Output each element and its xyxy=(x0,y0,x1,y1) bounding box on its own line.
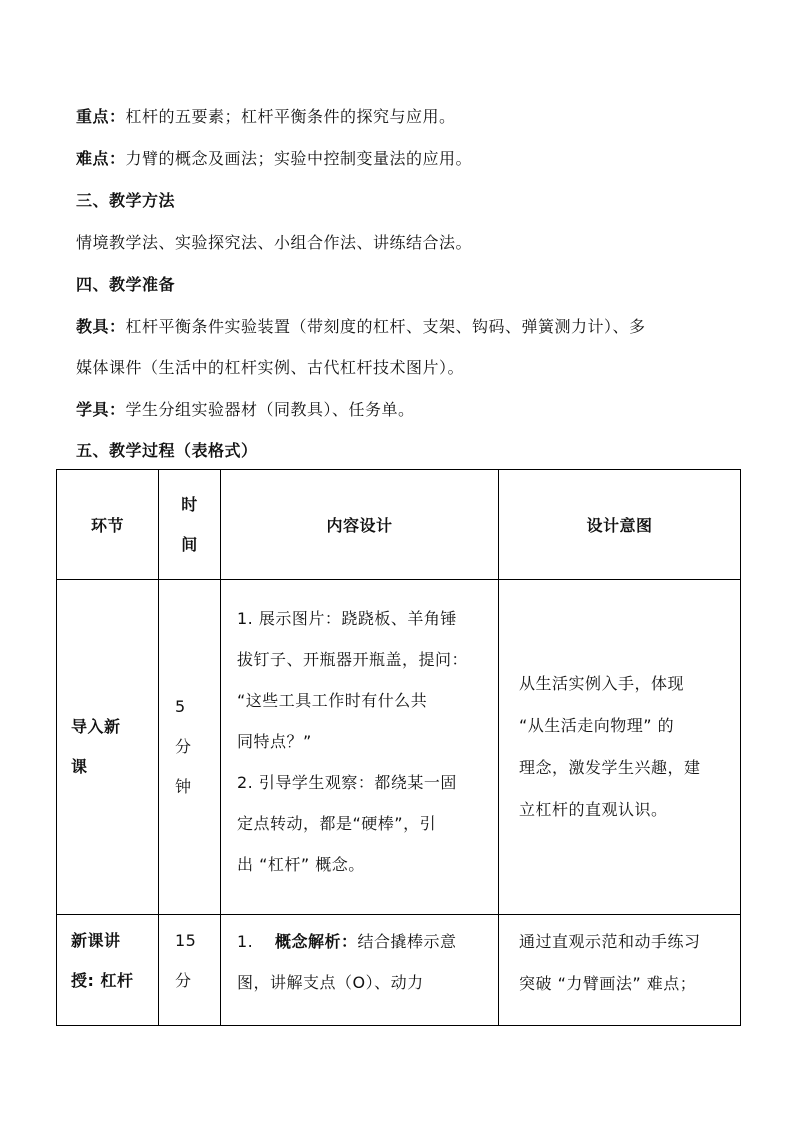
intent-line: 从生活实例入手，体现 xyxy=(519,674,685,693)
teaching-process-table xyxy=(56,469,741,1026)
focus-label: 重点： xyxy=(76,107,126,126)
content-cell xyxy=(221,915,499,1026)
focus-paragraph xyxy=(76,107,456,127)
time-line: 分 xyxy=(175,737,192,756)
content-text: 结合撬棒示意 xyxy=(357,932,457,951)
header-time-line2: 间 xyxy=(181,534,198,554)
stage-cell xyxy=(57,580,159,915)
student-tools-label: 学具： xyxy=(76,400,126,419)
header-time-line1: 时 xyxy=(181,494,198,514)
focus-text: 杠杆的五要素；杠杆平衡条件的探究与应用。 xyxy=(125,107,456,126)
time-cell xyxy=(159,580,221,915)
student-tools-paragraph xyxy=(76,400,415,420)
teacher-tools-line2: 媒体课件（生活中的杠杆实例、古代杠杆技术图片）。 xyxy=(76,358,465,377)
content-line xyxy=(237,921,484,962)
section4-heading: 四、教学准备 xyxy=(76,275,176,294)
teacher-tools-label: 教具： xyxy=(76,317,126,336)
intent-cell xyxy=(499,915,741,1026)
intent-line: 理念，激发学生兴趣，建 xyxy=(519,758,701,777)
content-cell xyxy=(221,580,499,915)
table-header-row xyxy=(57,470,741,580)
content-line: “这些工具工作时有什么共 xyxy=(237,691,428,710)
content-line: 出 “杠杆” 概念。 xyxy=(237,855,365,874)
difficulty-paragraph xyxy=(76,149,472,169)
content-line: 1. 展示图片：跷跷板、羊角锤 xyxy=(237,609,457,628)
intent-line: 突破 “力臂画法” 难点； xyxy=(519,974,697,993)
time-cell xyxy=(159,915,221,1026)
time-line: 5 xyxy=(175,697,186,716)
intent-cell xyxy=(499,580,741,915)
stage-line: 授: 杠杆 xyxy=(71,971,134,990)
intent-line: “从生活走向物理” 的 xyxy=(519,716,675,735)
content-line: 2. 引导学生观察：都绕某一固 xyxy=(237,773,457,792)
stage-line: 课 xyxy=(71,757,88,776)
time-line: 分 xyxy=(175,971,192,990)
student-tools-text: 学生分组实验器材（同教具）、任务单。 xyxy=(125,400,415,419)
table-row xyxy=(57,580,741,915)
table-row xyxy=(57,915,741,1026)
content-line: 定点转动，都是“硬棒”，引 xyxy=(237,814,437,833)
header-stage: 环节 xyxy=(57,470,159,580)
difficulty-label: 难点： xyxy=(76,149,126,168)
stage-line: 新课讲 xyxy=(71,931,121,950)
time-line: 钟 xyxy=(175,777,192,796)
content-line: 图，讲解支点（O）、动力 xyxy=(237,973,424,992)
section5-heading: 五、教学过程（表格式） xyxy=(76,441,258,460)
teacher-tools-text: 杠杆平衡条件实验装置（带刻度的杠杆、支架、钩码、弹簧测力计）、多 xyxy=(125,317,646,336)
header-content: 内容设计 xyxy=(221,470,499,580)
section3-heading: 三、教学方法 xyxy=(76,191,176,210)
intent-line: 通过直观示范和动手练习 xyxy=(519,932,701,951)
time-line: 15 xyxy=(175,931,197,950)
difficulty-text: 力臂的概念及画法；实验中控制变量法的应用。 xyxy=(125,149,473,168)
stage-line: 导入新 xyxy=(71,717,121,736)
header-intent: 设计意图 xyxy=(499,470,741,580)
teacher-tools-line1 xyxy=(76,317,646,337)
content-keyword: 概念解析： xyxy=(275,932,358,951)
intent-line: 立杠杆的直观认识。 xyxy=(519,800,668,819)
content-number: 1. xyxy=(237,932,254,951)
section3-text: 情境教学法、实验探究法、小组合作法、讲练结合法。 xyxy=(76,233,473,252)
stage-cell xyxy=(57,915,159,1026)
content-line: 同特点？” xyxy=(237,732,312,751)
content-line: 拔钉子、开瓶器开瓶盖，提问： xyxy=(237,650,469,669)
header-time xyxy=(159,470,221,580)
